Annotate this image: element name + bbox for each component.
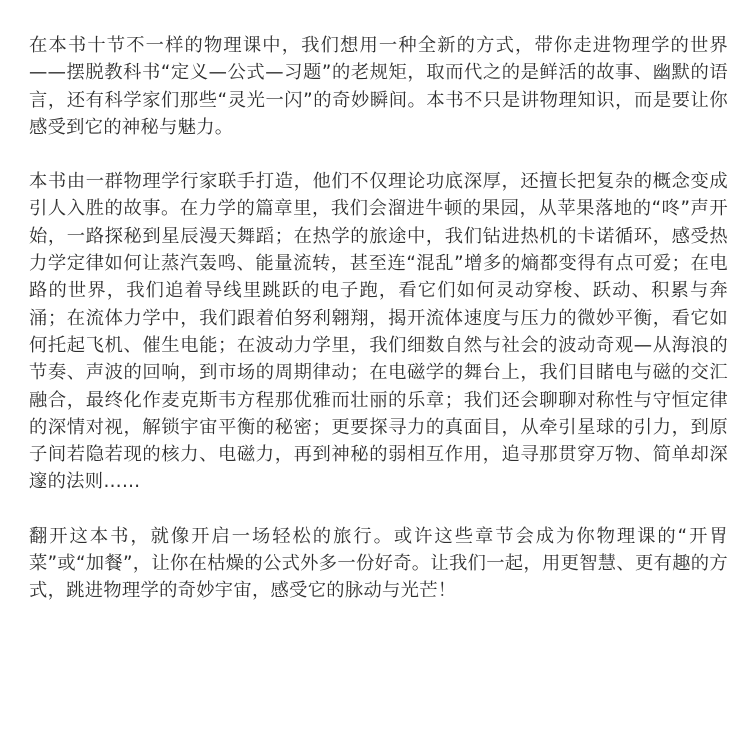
intro-paragraph: 在本书十节不一样的物理课中，我们想用一种全新的方式，带你走进物理学的世界——摆脱教科书“定义—公式—习题”的老规矩，取而代之的是鲜活的故事、幽默的语言，还有科学家们那些“灵光一闪”的奇妙瞬间。本书不只是讲物理知识，而是要让你感受到它的神秘与魅力。 xyxy=(29,35,728,138)
closing-paragraph: 翻开这本书，就像开启一场轻松的旅行。或许这些章节会成为你物理课的“开胃菜”或“加餐”，让你在枯燥的公式外多一份好奇。让我们一起，用更智慧、更有趣的方式，跳进物理学的奇妙宇宙，感受它的脉动与光芒！ xyxy=(29,525,728,602)
authors-and-topics-paragraph: 本书由一群物理学行家联手打造，他们不仅理论功底深厚，还擅长把复杂的概念变成引人入胜的故事。在力学的篇章里，我们会溜进牛顿的果园，从苹果落地的“咚”声开始，一路探秘到星辰漫天舞蹈；在热学的旅途中，我们钻进热机的卡诺循环，感受热力学定律如何让蒸汽轰鸣、能量流转，甚至连“混乱”增多的熵都变得有点可爱；在电路的世界，我们追着导线里跳跃的电子跑，看它们如何灵动穿梭、跃动、积累与奔涌；在流体力学中，我们跟着伯努利翱翔，揭开流体速度与压力的微妙平衡，看它如何托起飞机、催生电能；在波动力学里，我们细数自然与社会的波动奇观—从海浪的节奏、声波的回响，到市场的周期律动；在电磁学的舞台上，我们目睹电与磁的交汇融合，最终化作麦克斯韦方程那优雅而壮丽的乐章；我们还会聊聊对称性与守恒定律的深情对视，解锁宇宙平衡的秘密；更要探寻力的真面目，从牵引星球的引力，到原子间若隐若现的核力、电磁力，再到神秘的弱相互作用，追寻那贯穿万物、简单却深邃的法则…… xyxy=(29,171,728,493)
